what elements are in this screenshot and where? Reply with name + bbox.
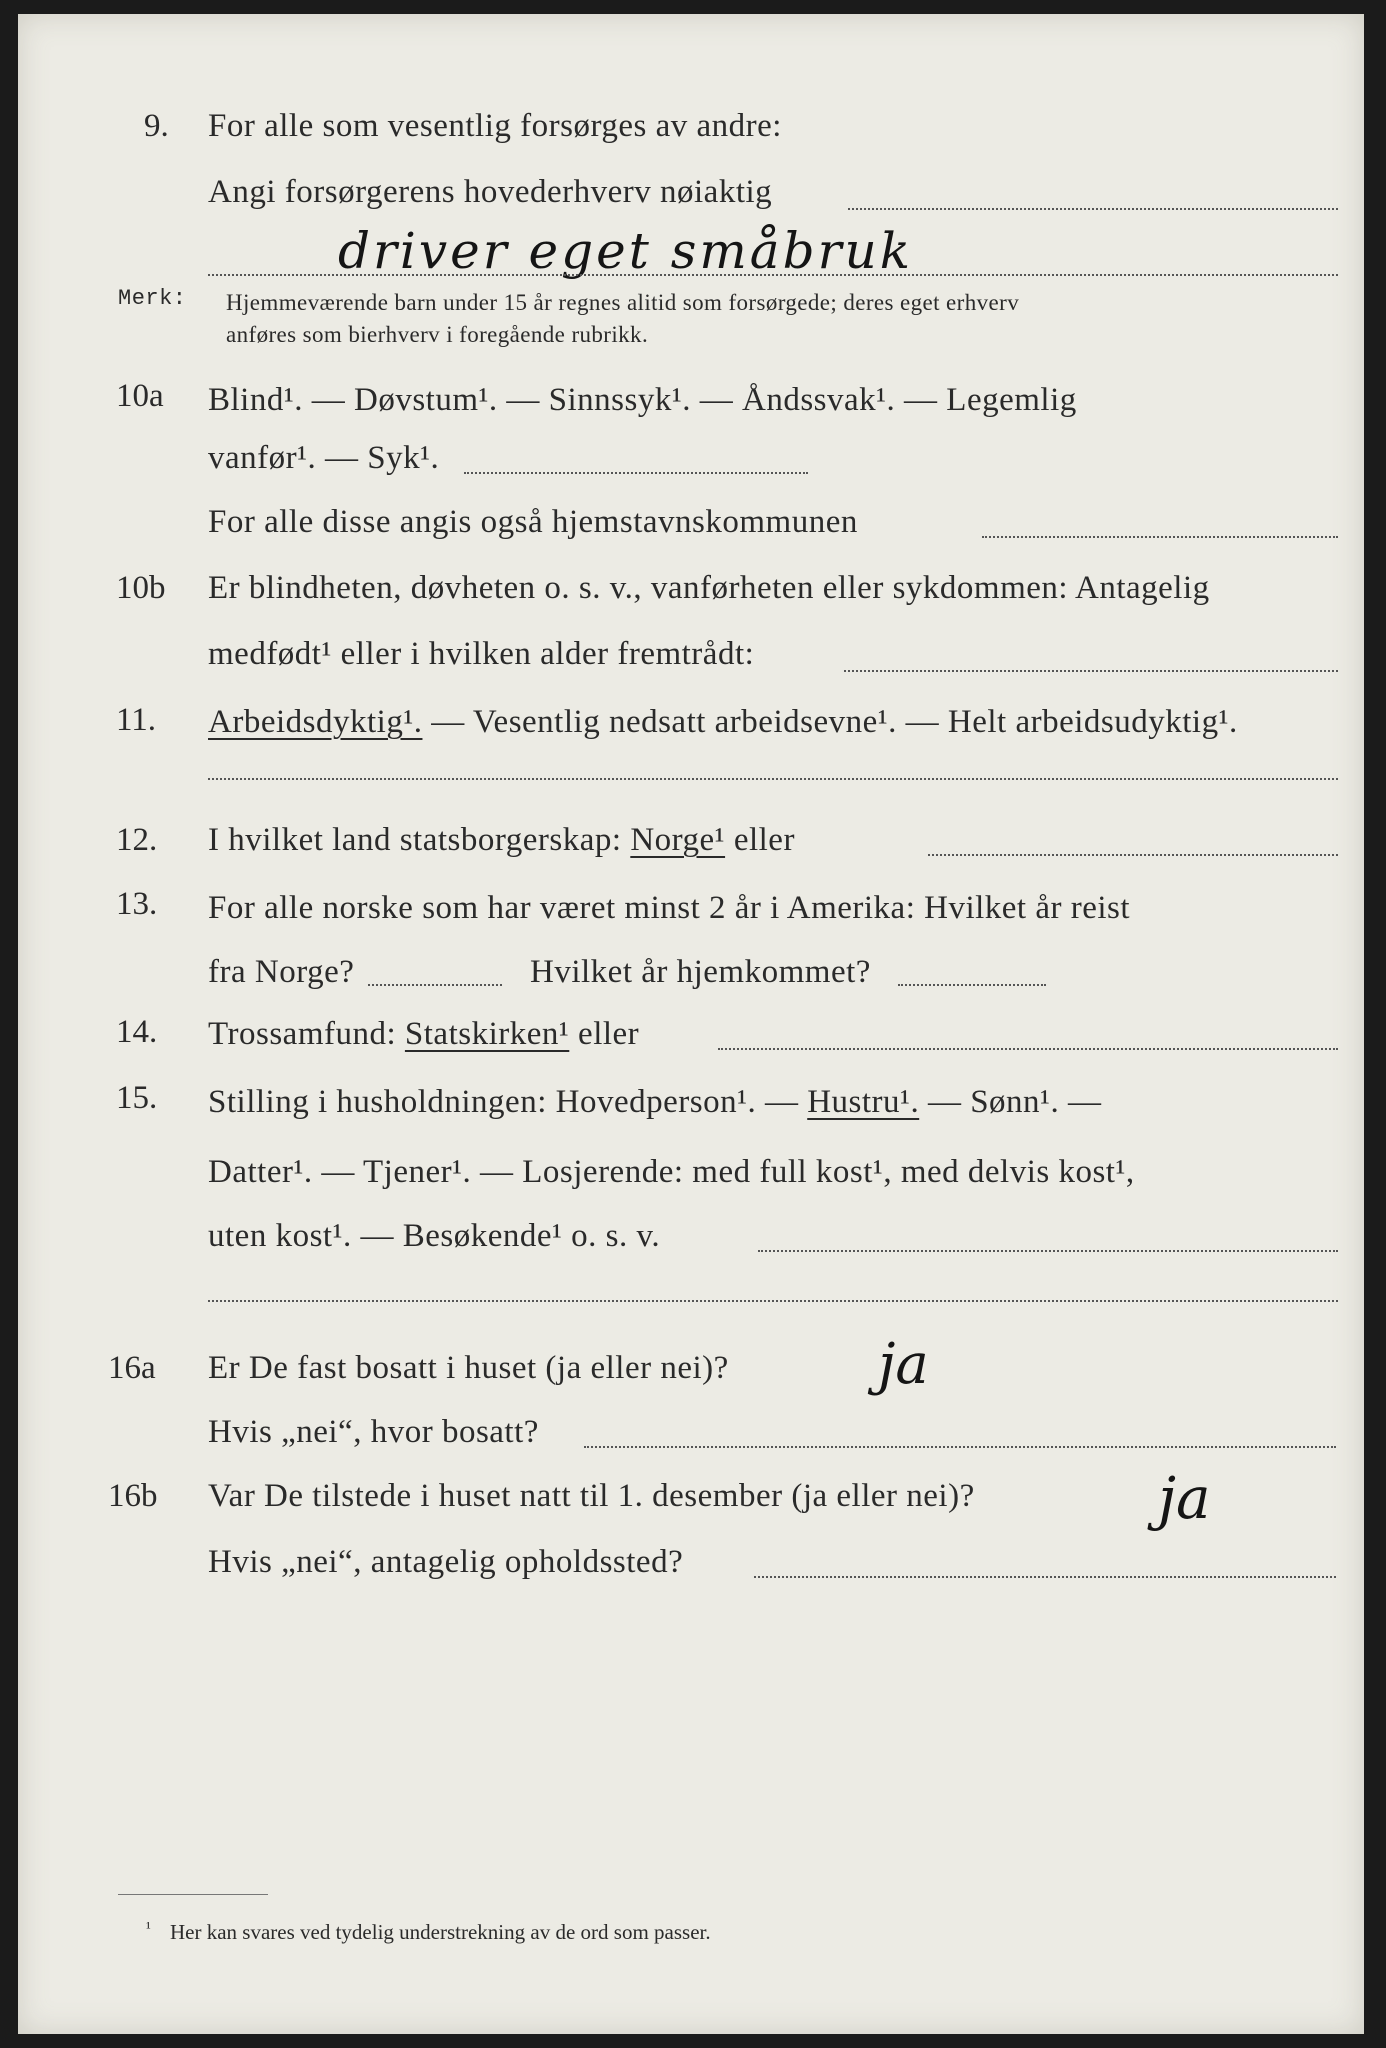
q12-question: I hvilket land statsborgerskap: bbox=[208, 822, 631, 858]
merk-line1: Hjemmeværende barn under 15 år regnes alitid som forsørgede; deres eget erhverv bbox=[226, 290, 1020, 315]
q10b-line1: Er blindheten, døvheten o. s. v., vanførheten eller sykdommen: Antagelig bbox=[208, 570, 1210, 606]
q16b-number: 16b bbox=[108, 1478, 158, 1514]
q10b-number: 10b bbox=[116, 570, 166, 606]
q14-answer-line bbox=[718, 1048, 1338, 1050]
q13-year-right-line bbox=[898, 984, 1046, 986]
census-form-page bbox=[18, 14, 1364, 2034]
q16a-line2: Hvis „nei“, hvor bosatt? bbox=[208, 1414, 539, 1450]
q9-handwritten-answer: driver eget småbruk bbox=[338, 222, 913, 280]
q10a-line3: For alle disse angis også hjemstavnskommunen bbox=[208, 504, 858, 540]
q13-line2b: Hvilket år hjemkommet? bbox=[530, 954, 871, 990]
q10b-answer-line bbox=[844, 670, 1338, 672]
footnote-rule bbox=[118, 1894, 268, 1895]
q9-line2: Angi forsørgerens hovederhverv nøiaktig bbox=[208, 174, 773, 210]
q10a-number: 10a bbox=[116, 378, 164, 414]
q12-number: 12. bbox=[116, 822, 158, 858]
q15-underlined-answer: Hustru¹. bbox=[807, 1084, 920, 1120]
q11-other-options: — Vesentlig nedsatt arbeidsevne¹. — Helt arbeidsudyktig¹. bbox=[422, 704, 1238, 740]
merk-line2: anføres som bierhverv i foregående rubrikk. bbox=[226, 322, 649, 347]
q16b-handwritten-answer: ja bbox=[1158, 1464, 1211, 1532]
q13-year-left-line bbox=[368, 984, 502, 986]
q10a-hjemstavn-line bbox=[982, 536, 1338, 538]
q15-answer-line-1 bbox=[758, 1250, 1338, 1252]
q9-answer-line-2 bbox=[208, 274, 1338, 276]
q16b-line1: Var De tilstede i huset natt til 1. desember (ja eller nei)? bbox=[208, 1478, 975, 1514]
q15-line1-end: — Sønn¹. — bbox=[919, 1084, 1102, 1120]
q9-line1: For alle som vesentlig forsørges av andre: bbox=[208, 108, 782, 144]
q14-question: Trossamfund: bbox=[208, 1016, 405, 1052]
q16a-line1: Er De fast bosatt i huset (ja eller nei)? bbox=[208, 1350, 729, 1386]
q14-eller: eller bbox=[569, 1016, 640, 1052]
q15-line1 bbox=[208, 1084, 1101, 1121]
q15-line3: uten kost¹. — Besøkende¹ o. s. v. bbox=[208, 1218, 661, 1254]
q13-line2a: fra Norge? bbox=[208, 954, 355, 990]
q9-number: 9. bbox=[144, 108, 169, 144]
q9-answer-line-1 bbox=[848, 208, 1338, 210]
q10a-syk-line bbox=[464, 472, 808, 474]
q15-line1-start: Stilling i husholdningen: Hovedperson¹. — bbox=[208, 1084, 808, 1120]
q14-underlined-answer: Statskirken¹ bbox=[404, 1016, 570, 1052]
q11-number: 11. bbox=[116, 702, 157, 738]
q11-line bbox=[208, 704, 1238, 741]
q16b-line2: Hvis „nei“, antagelig opholdssted? bbox=[208, 1544, 684, 1580]
q13-number: 13. bbox=[116, 886, 158, 922]
q12-underlined-answer: Norge¹ bbox=[630, 822, 726, 858]
q14-number: 14. bbox=[116, 1014, 158, 1050]
q12-line bbox=[208, 822, 795, 859]
q15-answer-line-2 bbox=[208, 1300, 1338, 1302]
q11-underlined-option: Arbeidsdyktig¹. bbox=[208, 704, 423, 740]
q16a-number: 16a bbox=[108, 1350, 156, 1386]
q16b-opholdssted-line bbox=[754, 1576, 1336, 1578]
q12-answer-line bbox=[928, 854, 1338, 856]
q10b-line2: medfødt¹ eller i hvilken alder fremtrådt: bbox=[208, 636, 755, 672]
q15-line2: Datter¹. — Tjener¹. — Losjerende: med full kost¹, med delvis kost¹, bbox=[208, 1154, 1135, 1190]
merk-label: Merk: bbox=[118, 286, 187, 311]
q11-answer-line bbox=[208, 778, 1338, 780]
q15-number: 15. bbox=[116, 1080, 158, 1116]
q10a-line2: vanfør¹. — Syk¹. bbox=[208, 440, 440, 476]
footnote-mark: ¹ bbox=[146, 1920, 151, 1937]
q16a-bosatt-line bbox=[584, 1446, 1336, 1448]
footnote-text: Her kan svares ved tydelig understrekning av de ord som passer. bbox=[170, 1920, 711, 1944]
q14-line bbox=[208, 1016, 639, 1053]
q10a-line1: Blind¹. — Døvstum¹. — Sinnssyk¹. — Åndssvak¹. — Legemlig bbox=[208, 382, 1077, 418]
q12-eller: eller bbox=[725, 822, 795, 858]
q13-line1: For alle norske som har været minst 2 år i Amerika: Hvilket år reist bbox=[208, 890, 1131, 926]
q16a-handwritten-answer: ja bbox=[878, 1332, 929, 1397]
